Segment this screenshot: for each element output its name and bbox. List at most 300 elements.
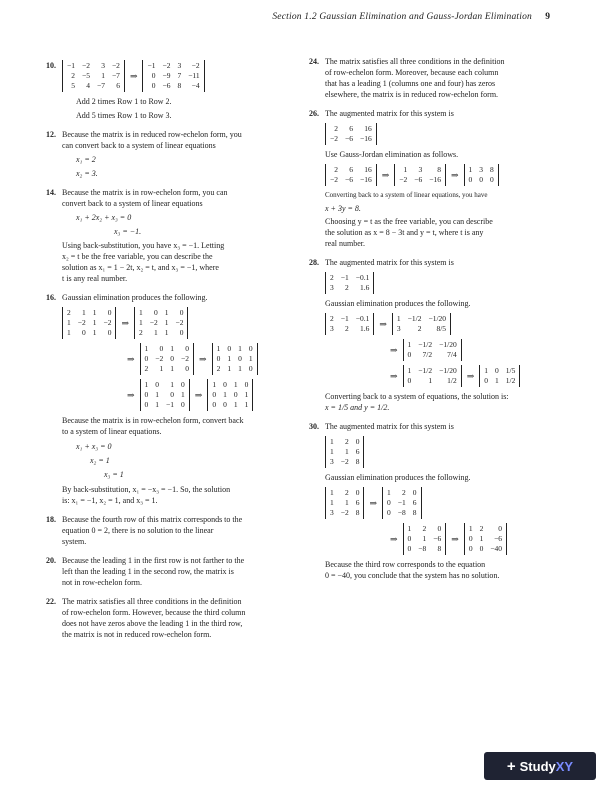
matrix-cell: −0.1 [355, 314, 370, 323]
matrix [325, 164, 377, 186]
matrix-cell: −16 [429, 175, 441, 184]
matrix-cell: 0 [185, 364, 190, 373]
matrix-cell: 0 [107, 328, 112, 337]
equation: x₁ + 2x₂ + x₃ = 0 [76, 213, 132, 222]
matrix-cell: 1 [155, 400, 160, 409]
problem-20 [46, 555, 310, 588]
matrix [325, 436, 364, 468]
matrix-cell: 2 [334, 124, 338, 133]
matrix-cell: 0 [407, 544, 412, 553]
matrix-cell: 8 [412, 508, 417, 517]
matrix-cell: 1 [248, 354, 253, 363]
matrix-cell: 0 [170, 390, 175, 399]
equation: x₁ + x₃ = 0 [76, 442, 112, 451]
matrix-cell: −40 [490, 544, 503, 553]
matrix-cell: −1/20 [428, 314, 447, 323]
matrix-row [62, 307, 310, 339]
arrow-icon: ⇒ [466, 370, 475, 381]
problem-number: 28. [309, 258, 319, 267]
matrix-row [325, 339, 565, 361]
text-line: that has a leading 1 (columns one and four) has zeros [325, 79, 496, 88]
matrix-cell: −2 [162, 61, 171, 70]
matrix-cell: 0 [151, 71, 156, 80]
matrix-cell: −2 [155, 354, 164, 363]
matrix-cell: −1 [397, 498, 406, 507]
matrix-cell: 0 [144, 354, 149, 363]
matrix-cell: 2 [417, 324, 422, 333]
matrix-cell: 0 [154, 308, 158, 317]
matrix-cell: −6 [414, 175, 423, 184]
matrix-cell: 1.6 [359, 324, 370, 333]
matrix-cell: 1 [159, 364, 164, 373]
matrix [325, 272, 374, 294]
text-line: The augmented matrix for this system is [325, 258, 454, 267]
matrix-cell: 3 [330, 283, 334, 292]
matrix-cell: 7/4 [447, 350, 457, 359]
matrix-cell: 1 [212, 380, 217, 389]
matrix-cell: 1 [330, 488, 334, 497]
matrix-cell: 7 [177, 71, 182, 80]
matrix-cell: 0 [179, 308, 184, 317]
matrix-cell: 2 [216, 364, 221, 373]
matrix-cell: −2 [399, 175, 408, 184]
arrow-icon: ⇒ [390, 533, 398, 544]
text-line: 0 = −40, you conclude that the system has no solution. [325, 571, 500, 580]
problem-22 [46, 596, 310, 640]
matrix-cell: −2 [340, 508, 349, 517]
matrix-cell: 1 [164, 308, 169, 317]
matrix-cell: −1/2 [407, 314, 422, 323]
matrix-cell: 1 [495, 376, 499, 385]
matrix-cell: 1 [233, 400, 238, 409]
matrix-cell: −2 [340, 457, 349, 466]
matrix-cell: 3 [479, 165, 483, 174]
matrix [325, 313, 374, 335]
equation: x₂ = 1 [90, 456, 110, 465]
text-line: of row-echelon form. Moreover, because each column [325, 68, 499, 77]
equation: x₁ = 2 [76, 155, 96, 164]
arrow-icon: ⇒ [369, 497, 378, 508]
matrix-cell: 1 [407, 366, 412, 375]
matrix [142, 60, 204, 92]
matrix [325, 487, 364, 519]
matrix-cell: 1 [164, 328, 169, 337]
matrix-cell: −7 [96, 81, 105, 90]
text-line: Converting back to a system of equations, the solution is: [325, 392, 509, 401]
problem-number: 20. [46, 556, 56, 565]
matrix [464, 164, 499, 186]
text-line: Add 5 times Row 1 to Row 3. [76, 111, 172, 120]
matrix-cell: −6 [433, 534, 442, 543]
matrix-cell: 1 [330, 498, 334, 507]
text-line: equation 0 = 2, there is no solution to the linear [62, 526, 214, 535]
arrow-icon: ⇒ [381, 169, 390, 180]
matrix-cell: 8 [355, 508, 360, 517]
matrix-cell: 8 [177, 81, 182, 90]
arrow-icon: ⇒ [121, 317, 130, 328]
matrix-cell: 2 [344, 488, 349, 497]
matrix-cell: −8 [397, 508, 406, 517]
matrix-cell: 1 [403, 165, 408, 174]
equation: x₂ = 3. [76, 169, 98, 178]
matrix-row [62, 379, 310, 411]
matrix-cell: 1 [468, 165, 473, 174]
problem-number: 18. [46, 515, 56, 524]
matrix-cell: 1 [396, 314, 401, 323]
matrix-cell: 1 [330, 447, 334, 456]
text-line: The augmented matrix for this system is [325, 109, 454, 118]
matrix-cell: −2 [330, 134, 338, 143]
matrix-cell: 0 [407, 534, 412, 543]
matrix-cell: 0 [407, 376, 412, 385]
matrix-row [325, 436, 565, 468]
matrix-cell: 0 [212, 390, 217, 399]
problem-12 [46, 129, 310, 179]
matrix-cell: 1 [428, 376, 433, 385]
arrow-icon: ⇒ [129, 70, 138, 81]
matrix-cell: 0 [212, 400, 217, 409]
equation: x₃ = 1 [104, 470, 124, 479]
arrow-icon: ⇒ [194, 389, 203, 400]
matrix-cell: 0 [151, 81, 156, 90]
matrix-cell: −1 [340, 314, 349, 323]
matrix-row [62, 60, 310, 92]
problem-number: 16. [46, 293, 56, 302]
matrix-row [325, 272, 565, 294]
matrix-cell: 1 [67, 318, 71, 327]
matrix-cell: 6 [116, 81, 120, 90]
matrix-cell: 2 [139, 328, 143, 337]
matrix-cell: 0 [468, 175, 473, 184]
text-line: t is any real number. [62, 274, 128, 283]
equation: x₃ = −1. [114, 227, 142, 236]
matrix-cell: 8 [490, 165, 494, 174]
matrix-cell: 0 [437, 524, 442, 533]
matrix-cell: −4 [191, 81, 200, 90]
matrix-cell: 1 [170, 380, 175, 389]
matrix-cell: 0 [412, 488, 417, 497]
matrix-cell: 1 [422, 534, 427, 543]
matrix-cell: 1/2 [505, 376, 516, 385]
matrix-cell: 0 [244, 380, 249, 389]
text-line: Gaussian elimination produces the following. [62, 293, 208, 302]
matrix-cell: 2 [67, 308, 71, 317]
matrix-cell: 0 [144, 390, 149, 399]
matrix-cell: −2 [330, 175, 338, 184]
matrix-cell: 1 [223, 390, 227, 399]
matrix-cell: 0 [468, 544, 473, 553]
matrix-cell: 0 [387, 498, 391, 507]
matrix [140, 343, 194, 375]
problem-number: 10. [46, 61, 56, 70]
matrix [140, 379, 190, 411]
matrix-cell: 1 [479, 534, 484, 543]
matrix-cell: 7/2 [422, 350, 433, 359]
matrix-row [62, 343, 310, 375]
text-line: Use Gauss-Jordan elimination as follows. [325, 150, 459, 159]
matrix-cell: 1 [92, 328, 97, 337]
matrix-cell: −7 [111, 71, 120, 80]
text-line: Gaussian elimination produces the following. [325, 299, 471, 308]
matrix-cell: 0 [355, 437, 360, 446]
matrix-cell: 1 [92, 318, 97, 327]
matrix-cell: −1/2 [418, 340, 433, 349]
matrix-cell: 0 [248, 344, 253, 353]
matrix-cell: 3 [396, 324, 401, 333]
problem-number: 14. [46, 188, 56, 197]
matrix-cell: 2 [402, 488, 406, 497]
matrix-cell: 1 [164, 318, 169, 327]
matrix-cell: 3 [177, 61, 182, 70]
arrow-icon: ⇒ [127, 353, 135, 364]
matrix-cell: −1/20 [439, 340, 457, 349]
matrix-cell: 2 [144, 364, 149, 373]
matrix-cell: −1 [67, 61, 75, 70]
matrix-cell: 1 [170, 344, 175, 353]
matrix-cell: 2 [344, 324, 349, 333]
problem-number: 26. [309, 109, 319, 118]
page-number: 9 [545, 12, 550, 22]
matrix [479, 365, 520, 387]
matrix-cell: 0 [216, 354, 221, 363]
matrix-cell: 1 [227, 354, 232, 363]
problem-number: 24. [309, 57, 319, 66]
matrix-cell: 0 [170, 354, 175, 363]
problem-26 [309, 108, 565, 249]
matrix-cell: 3 [330, 457, 334, 466]
matrix-cell: −2 [81, 61, 90, 70]
arrow-icon: ⇒ [199, 353, 207, 364]
matrix-cell: 6 [412, 498, 417, 507]
matrix-cell: 1 [144, 344, 149, 353]
matrix-cell: 1 [484, 366, 488, 375]
matrix-cell: 4 [86, 81, 90, 90]
text-line: Because the fourth row of this matrix corresponds to the [62, 515, 243, 524]
text-line: convert back to a system of linear equations [62, 199, 203, 208]
matrix-cell: 1 [468, 524, 473, 533]
matrix-cell: 1 [233, 380, 238, 389]
text-line: Because the matrix is in row-echelon form, convert back [62, 416, 244, 425]
matrix-cell: −5 [81, 71, 90, 80]
right-column [309, 56, 565, 589]
text-line: x₂ = t be the free variable, you can describe the [62, 252, 213, 261]
matrix-cell: 0 [223, 400, 227, 409]
left-column [46, 56, 310, 648]
matrix [403, 365, 462, 387]
matrix-row [325, 523, 565, 555]
matrix-cell: 0 [498, 524, 503, 533]
matrix-cell: 1/2 [447, 376, 457, 385]
matrix-cell: −2 [149, 318, 158, 327]
text-line: does not have zeros above the leading 1 in the third row, [62, 619, 243, 628]
text-line: The matrix satisfies all three conditions in the definition [325, 57, 505, 66]
text-line: elsewhere, the matrix is in reduced row-echelon form. [325, 90, 499, 99]
arrow-icon: ⇒ [390, 344, 398, 355]
problem-30 [309, 421, 565, 581]
matrix-cell: 1 [154, 328, 158, 337]
matrix-cell: 2 [479, 524, 484, 533]
matrix-row [325, 313, 565, 335]
arrow-icon: ⇒ [127, 389, 135, 400]
text-line: Because the third row corresponds to the equation [325, 560, 486, 569]
matrix-cell: 6 [349, 124, 353, 133]
matrix-cell: 0 [185, 344, 190, 353]
matrix-cell: 0 [484, 376, 488, 385]
matrix-cell: 1 [330, 437, 334, 446]
text-line: Converting back to a system of linear equations, you have [325, 191, 488, 199]
problem-number: 12. [46, 130, 56, 139]
matrix-cell: 2 [344, 437, 349, 446]
matrix-cell: 2 [422, 524, 427, 533]
matrix-cell: 0 [495, 366, 499, 375]
text-line: Because the leading 1 in the first row is not farther to the [62, 556, 245, 565]
matrix-cell: 1 [407, 340, 412, 349]
text-line: to a system of linear equations. [62, 427, 162, 436]
matrix-cell: 0 [407, 350, 412, 359]
problem-14 [46, 187, 310, 284]
matrix-cell: 1 [407, 524, 412, 533]
problem-28 [309, 257, 565, 413]
matrix-cell: 5 [71, 81, 75, 90]
studyxy-logo [484, 752, 596, 780]
matrix [207, 379, 253, 411]
matrix-row [325, 164, 565, 186]
matrix-cell: 3 [101, 61, 105, 70]
problem-10 [46, 60, 310, 121]
matrix-cell: 8 [437, 165, 441, 174]
text-line: The matrix satisfies all three conditions in the definition [62, 597, 242, 606]
text-line: can convert back to a system of linear equations [62, 141, 216, 150]
text-line: Add 2 times Row 1 to Row 2. [76, 97, 172, 106]
matrix [403, 523, 447, 555]
arrow-icon: ⇒ [390, 370, 398, 381]
matrix-cell: 1 [155, 390, 160, 399]
matrix-cell: 1 [238, 364, 242, 373]
matrix-cell: 3 [418, 165, 423, 174]
matrix-cell: 8 [355, 457, 360, 466]
text-line: real number. [325, 239, 365, 248]
matrix-cell: −6 [344, 175, 353, 184]
text-line: the matrix is not in reduced row-echelon form. [62, 630, 212, 639]
matrix-cell: −2 [111, 61, 120, 70]
matrix-cell: 1.6 [359, 283, 370, 292]
plus-icon: + [506, 757, 516, 775]
matrix-cell: 1 [216, 344, 221, 353]
text-line: system. [62, 537, 87, 546]
matrix-cell: 3 [330, 324, 334, 333]
matrix-cell: 8/5 [436, 324, 447, 333]
matrix-cell: −1 [340, 273, 349, 282]
text-line: solution as x₁ = 1 − 2t, x₂ = t, and x₃ = −1, where [62, 263, 219, 272]
matrix-cell: 0 [238, 354, 242, 363]
text-line: left than the leading 1 in the second row, the matrix is [62, 567, 234, 576]
matrix-cell: 0 [223, 380, 227, 389]
matrix-cell: 16 [364, 165, 372, 174]
matrix-cell: −16 [359, 134, 372, 143]
matrix-cell: 1 [344, 447, 349, 456]
matrix-cell: −16 [359, 175, 372, 184]
matrix-cell: 3 [330, 508, 334, 517]
matrix [394, 164, 446, 186]
matrix-cell: 2 [330, 273, 334, 282]
matrix [392, 313, 451, 335]
matrix [403, 339, 462, 361]
matrix-cell: 0 [479, 175, 483, 184]
matrix-cell: 2 [344, 283, 349, 292]
matrix-cell: 1 [101, 71, 105, 80]
matrix [62, 307, 116, 339]
matrix-cell: 0 [248, 364, 253, 373]
matrix-cell: 1 [92, 308, 97, 317]
problem-24 [309, 56, 565, 100]
matrix-cell: 2 [71, 71, 75, 80]
logo-accent: XY [555, 758, 574, 774]
matrix [464, 523, 507, 555]
matrix-row [325, 123, 565, 145]
matrix-cell: −6 [162, 81, 171, 90]
matrix-cell: −6 [344, 134, 353, 143]
matrix-cell: −2 [175, 318, 184, 327]
matrix-cell: 1 [181, 390, 185, 399]
matrix-cell: −2 [103, 318, 112, 327]
text-line: the solution as x = 8 − 3t and y = t, where t is any [325, 228, 484, 237]
matrix [62, 60, 125, 92]
matrix-cell: 1 [227, 364, 232, 373]
running-header [0, 12, 612, 32]
text-line: is: x₁ = −1, x₂ = 1, and x₃ = 1. [62, 496, 158, 505]
matrix-cell: 2 [330, 314, 334, 323]
matrix-cell: 0 [387, 508, 391, 517]
equation: x + 3y = 8. [325, 204, 361, 213]
text-line: Because the matrix is in reduced row-echelon form, you [62, 130, 242, 139]
matrix-cell: 0 [468, 534, 473, 543]
matrix-cell: 2 [334, 165, 338, 174]
matrix [212, 343, 258, 375]
matrix-cell: −11 [188, 71, 200, 80]
matrix-cell: 1 [139, 308, 143, 317]
matrix-cell: 0 [181, 400, 185, 409]
matrix-cell: −6 [494, 534, 503, 543]
matrix-cell: 0 [81, 328, 86, 337]
problem-18 [46, 514, 310, 547]
matrix-cell: −1/2 [418, 366, 433, 375]
matrix-cell: 1/5 [505, 366, 516, 375]
matrix-cell: 0 [355, 488, 360, 497]
matrix-cell: 1 [244, 390, 249, 399]
matrix-cell: −0.1 [355, 273, 370, 282]
matrix-cell: 6 [355, 498, 360, 507]
text-line: Choosing y = t as the free variable, you can describe [325, 217, 493, 226]
matrix [134, 307, 188, 339]
matrix-cell: 1 [344, 498, 349, 507]
matrix-cell: 1 [144, 380, 149, 389]
matrix-cell: 1 [81, 308, 86, 317]
matrix-cell: −2 [191, 61, 200, 70]
logo-text: Study [519, 758, 556, 774]
problem-number: 22. [46, 597, 56, 606]
matrix [325, 123, 377, 145]
matrix-cell: 1 [170, 364, 175, 373]
matrix-cell: −8 [418, 544, 427, 553]
text-line: Because the matrix is in row-echelon form, you can [62, 188, 228, 197]
arrow-icon: ⇒ [451, 533, 459, 544]
arrow-icon: ⇒ [450, 169, 459, 180]
matrix-cell: 0 [159, 344, 164, 353]
text-line: Using back-substitution, you have x₃ = −1. Letting [62, 241, 225, 250]
matrix-cell: −1 [147, 61, 156, 70]
matrix-row [325, 487, 565, 519]
matrix-cell: 16 [364, 124, 372, 133]
